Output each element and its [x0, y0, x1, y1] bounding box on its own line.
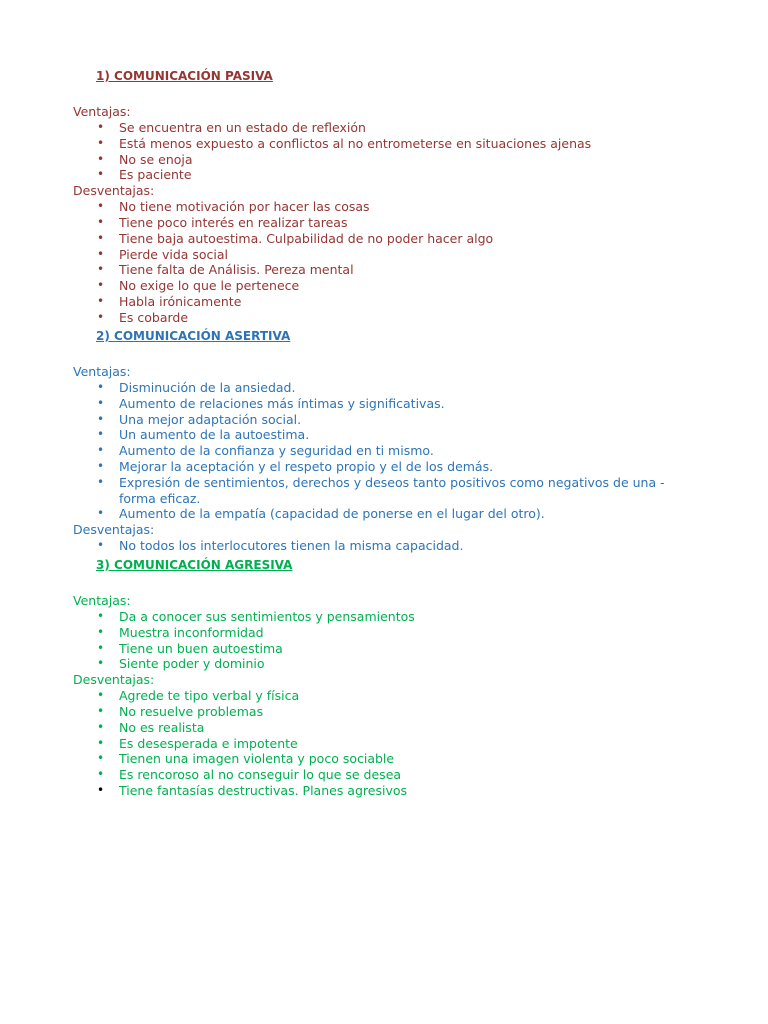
bullet-icon: •: [97, 262, 105, 277]
desventajas-list: [73, 688, 713, 799]
list-item: • Aumento de la empatía (capacidad de ponerse en el lugar del otro).: [97, 506, 545, 522]
bullet-icon: •: [97, 120, 105, 134]
bullet-icon: •: [97, 538, 105, 553]
bullet-icon: •: [97, 751, 105, 766]
list-item: • Tiene poco interés en realizar tareas: [97, 214, 348, 230]
list-item: • Disminución de la ansiedad.: [97, 380, 296, 395]
bullet-icon: •: [97, 380, 105, 394]
list-item: • No todos los interlocutores tienen la misma capacidad.: [97, 538, 464, 554]
desventajas-list: [73, 538, 713, 554]
list-item: • Está menos expuesto a conflictos al no entrometerse en situaciones ajenas: [97, 135, 592, 151]
section-pasiva: [73, 68, 713, 326]
list-item: • Es paciente: [97, 167, 192, 183]
desventajas-label: Desventajas:: [73, 522, 155, 538]
ventajas-label: Ventajas:: [73, 364, 131, 379]
ventajas-list: [73, 609, 713, 672]
list-item: • Es desesperada e impotente: [97, 735, 298, 751]
list-item: • No tiene motivación por hacer las cosas: [97, 199, 370, 215]
ventajas-label: Ventajas:: [73, 593, 131, 608]
bullet-icon: •: [97, 656, 105, 671]
list-item: • Tienen una imagen violenta y poco sociable: [97, 751, 395, 767]
bullet-icon: •: [97, 474, 105, 489]
bullet-icon: •: [97, 395, 105, 410]
list-item: • No es realista: [97, 719, 205, 735]
bullet-icon: •: [97, 640, 105, 655]
list-item: • Aumento de relaciones más íntimas y significativas.: [97, 395, 445, 411]
desventajas-label: Desventajas:: [73, 672, 155, 688]
bullet-icon: •: [97, 735, 105, 750]
bullet-icon: •: [97, 246, 105, 261]
section-heading: 1) COMUNICACIÓN PASIVA: [96, 69, 273, 83]
list-item: • Pierde vida social: [97, 246, 229, 262]
list-item: • Expresión de sentimientos, derechos y deseos tanto positivos como negativos de una -forma eficaz.: [97, 474, 665, 506]
bullet-icon: •: [97, 427, 105, 442]
bullet-icon: •: [97, 767, 105, 782]
bullet-icon: •: [97, 309, 105, 324]
list-item: • Tiene baja autoestima. Culpabilidad de no poder hacer algo: [97, 230, 494, 246]
ventajas-list: [73, 380, 713, 522]
list-item: • No exige lo que le pertenece: [97, 278, 300, 294]
list-item: • Aumento de la confianza y seguridad en ti mismo.: [97, 443, 434, 459]
bullet-icon: •: [97, 624, 105, 639]
list-item: • Es cobarde: [97, 309, 189, 325]
list-item: • Habla irónicamente: [97, 293, 242, 309]
bullet-icon: •: [97, 135, 105, 150]
list-item: • Da a conocer sus sentimientos y pensamientos: [97, 609, 415, 624]
list-item: • Tiene un buen autoestima: [97, 640, 283, 656]
desventajas-label: Desventajas:: [73, 183, 155, 199]
section-asertiva: [73, 328, 713, 554]
bullet-icon: •: [97, 199, 105, 214]
bullet-icon: •: [97, 214, 105, 229]
bullet-icon: •: [97, 688, 105, 703]
bullet-icon: •: [97, 703, 105, 718]
ventajas-list: [73, 120, 713, 183]
bullet-icon: •: [97, 278, 105, 293]
list-item: • Es rencoroso al no conseguir lo que se desea: [97, 767, 402, 783]
desventajas-list: [73, 199, 713, 325]
bullet-icon: •: [97, 719, 105, 734]
list-item: • Siente poder y dominio: [97, 656, 265, 672]
bullet-icon: •: [97, 411, 105, 426]
list-item: • Un aumento de la autoestima.: [97, 427, 310, 443]
bullet-icon: •: [97, 506, 105, 521]
section-heading: 2) COMUNICACIÓN ASERTIVA: [96, 329, 291, 343]
bullet-icon: •: [97, 609, 105, 623]
bullet-icon: •: [97, 782, 105, 797]
list-item: • Muestra inconformidad: [97, 624, 264, 640]
list-item: • Tiene fantasías destructivas. Planes agresivos: [97, 782, 408, 798]
bullet-icon: •: [97, 151, 105, 166]
list-item: • No resuelve problemas: [97, 703, 264, 719]
list-item: • Agrede te tipo verbal y física: [97, 688, 300, 704]
list-item: • Se encuentra en un estado de reflexión: [97, 120, 366, 135]
list-item: • Una mejor adaptación social.: [97, 411, 302, 427]
section-heading: 3) COMUNICACIÓN AGRESIVA: [96, 558, 293, 572]
list-item: • No se enoja: [97, 151, 193, 167]
bullet-icon: •: [97, 443, 105, 458]
ventajas-label: Ventajas:: [73, 104, 131, 119]
bullet-icon: •: [97, 167, 105, 182]
bullet-icon: •: [97, 458, 105, 473]
list-item: • Tiene falta de Análisis. Pereza mental: [97, 262, 354, 278]
list-item: • Mejorar la aceptación y el respeto propio y el de los demás.: [97, 458, 494, 474]
bullet-icon: •: [97, 293, 105, 308]
section-agresiva: [73, 557, 713, 799]
bullet-icon: •: [97, 230, 105, 245]
